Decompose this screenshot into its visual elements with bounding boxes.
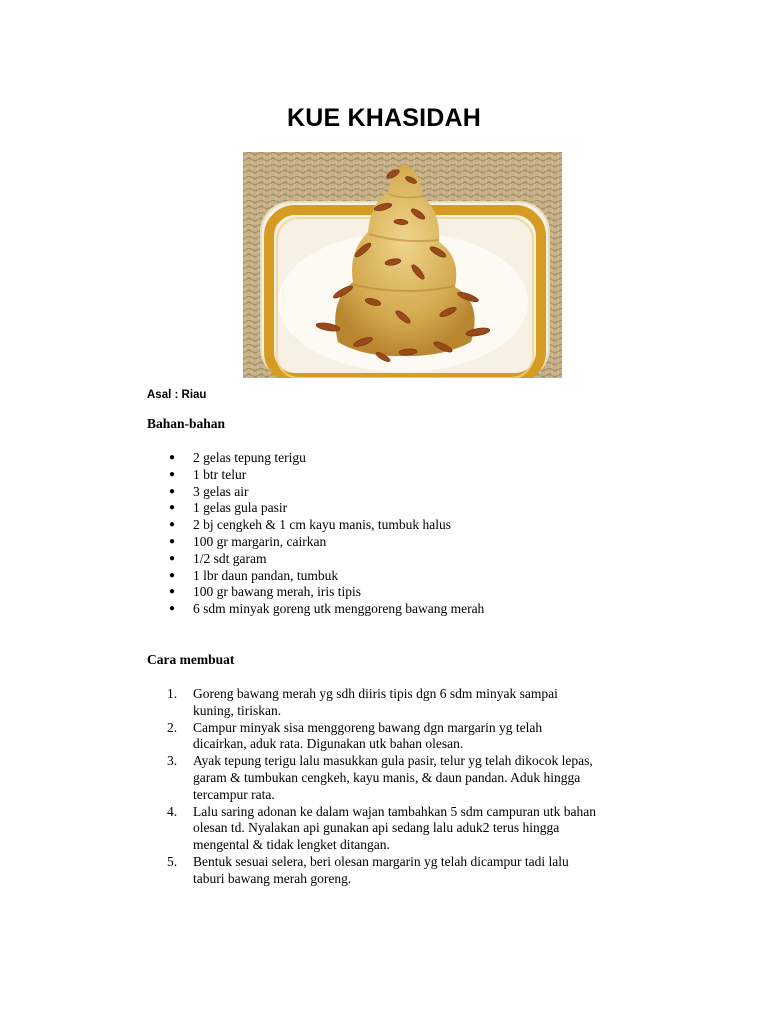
step-text: Lalu saring adonan ke dalam wajan tambahkan 5 sdm campuran utk bahan olesan td. Nyalakan api gunakan api sedang lalu aduk2 terus hingga mengental & tidak lengket ditangan. — [193, 803, 596, 853]
step-text: Bentuk sesuai selera, beri olesan margarin yg telah dicampur tadi lalu taburi bawang merah goreng. — [193, 853, 569, 886]
step-number: 5. — [167, 853, 178, 869]
list-item — [169, 584, 613, 601]
step-number: 1. — [167, 686, 178, 701]
ingredient-text: 1 btr telur — [193, 466, 247, 482]
ingredient-text: 2 bj cengkeh & 1 cm kayu manis, tumbuk halus — [193, 517, 451, 533]
ingredient-text: 100 gr bawang merah, iris tipis — [193, 584, 361, 600]
step-number: 2. — [167, 719, 178, 735]
step-number: 3. — [167, 753, 178, 769]
method-heading: Cara membuat — [147, 652, 235, 667]
list-item — [169, 483, 613, 501]
list-item — [169, 601, 613, 618]
bullet-icon: ● — [169, 552, 176, 564]
list-item — [169, 533, 613, 551]
list-item — [169, 517, 613, 534]
list-item — [169, 450, 613, 467]
ingredient-text: 6 sdm minyak goreng utk menggoreng bawang merah — [193, 601, 485, 617]
bullet-icon: ● — [169, 586, 176, 598]
ingredient-text: 2 gelas tepung terigu — [193, 450, 306, 465]
step-item — [167, 753, 663, 803]
ingredient-text: 1/2 sdt garam — [193, 550, 267, 566]
list-item — [169, 550, 613, 568]
ingredient-text: 100 gr margarin, cairkan — [193, 533, 327, 549]
ingredient-text: 1 lbr daun pandan, tumbuk — [193, 567, 339, 583]
bullet-icon: ● — [169, 452, 176, 463]
page-title: KUE KHASIDAH — [286, 104, 482, 132]
ingredients-heading: Bahan-bahan — [147, 416, 226, 431]
steps-list — [167, 686, 663, 888]
bullet-icon: ● — [169, 502, 176, 514]
list-item — [169, 466, 613, 484]
step-text: Goreng bawang merah yg sdh diiris tipis dgn 6 sdm minyak sampai kuning, tiriskan. — [193, 686, 558, 718]
step-item — [167, 686, 663, 720]
step-item — [167, 803, 663, 854]
step-text: Ayak tepung terigu lalu masukkan gula pasir, telur yg telah dikocok lepas, garam & tumbukan cengkeh, kayu manis, & daun pandan. Aduk hingga tercampur rata. — [193, 753, 593, 802]
ingredients-list — [169, 450, 613, 618]
bullet-icon: ● — [169, 569, 176, 581]
origin-label: Asal : Riau — [147, 389, 207, 401]
step-text: Campur minyak sisa menggoreng bawang dgn margarin yg telah dicairkan, aduk rata. Digunakan utk bahan olesan. — [193, 719, 543, 752]
bullet-icon: ● — [169, 485, 176, 497]
bullet-icon: ● — [169, 535, 176, 547]
bullet-icon: ● — [169, 519, 176, 531]
bullet-icon: ● — [169, 468, 176, 480]
step-item — [167, 853, 663, 888]
step-item — [167, 719, 663, 754]
ingredient-text: 3 gelas air — [193, 483, 249, 499]
kue-khasidah-photo — [243, 152, 562, 378]
bullet-icon: ● — [169, 603, 176, 615]
list-item — [169, 567, 613, 585]
step-number: 4. — [167, 803, 178, 819]
list-item — [169, 500, 613, 517]
ingredient-text: 1 gelas gula pasir — [193, 500, 288, 516]
